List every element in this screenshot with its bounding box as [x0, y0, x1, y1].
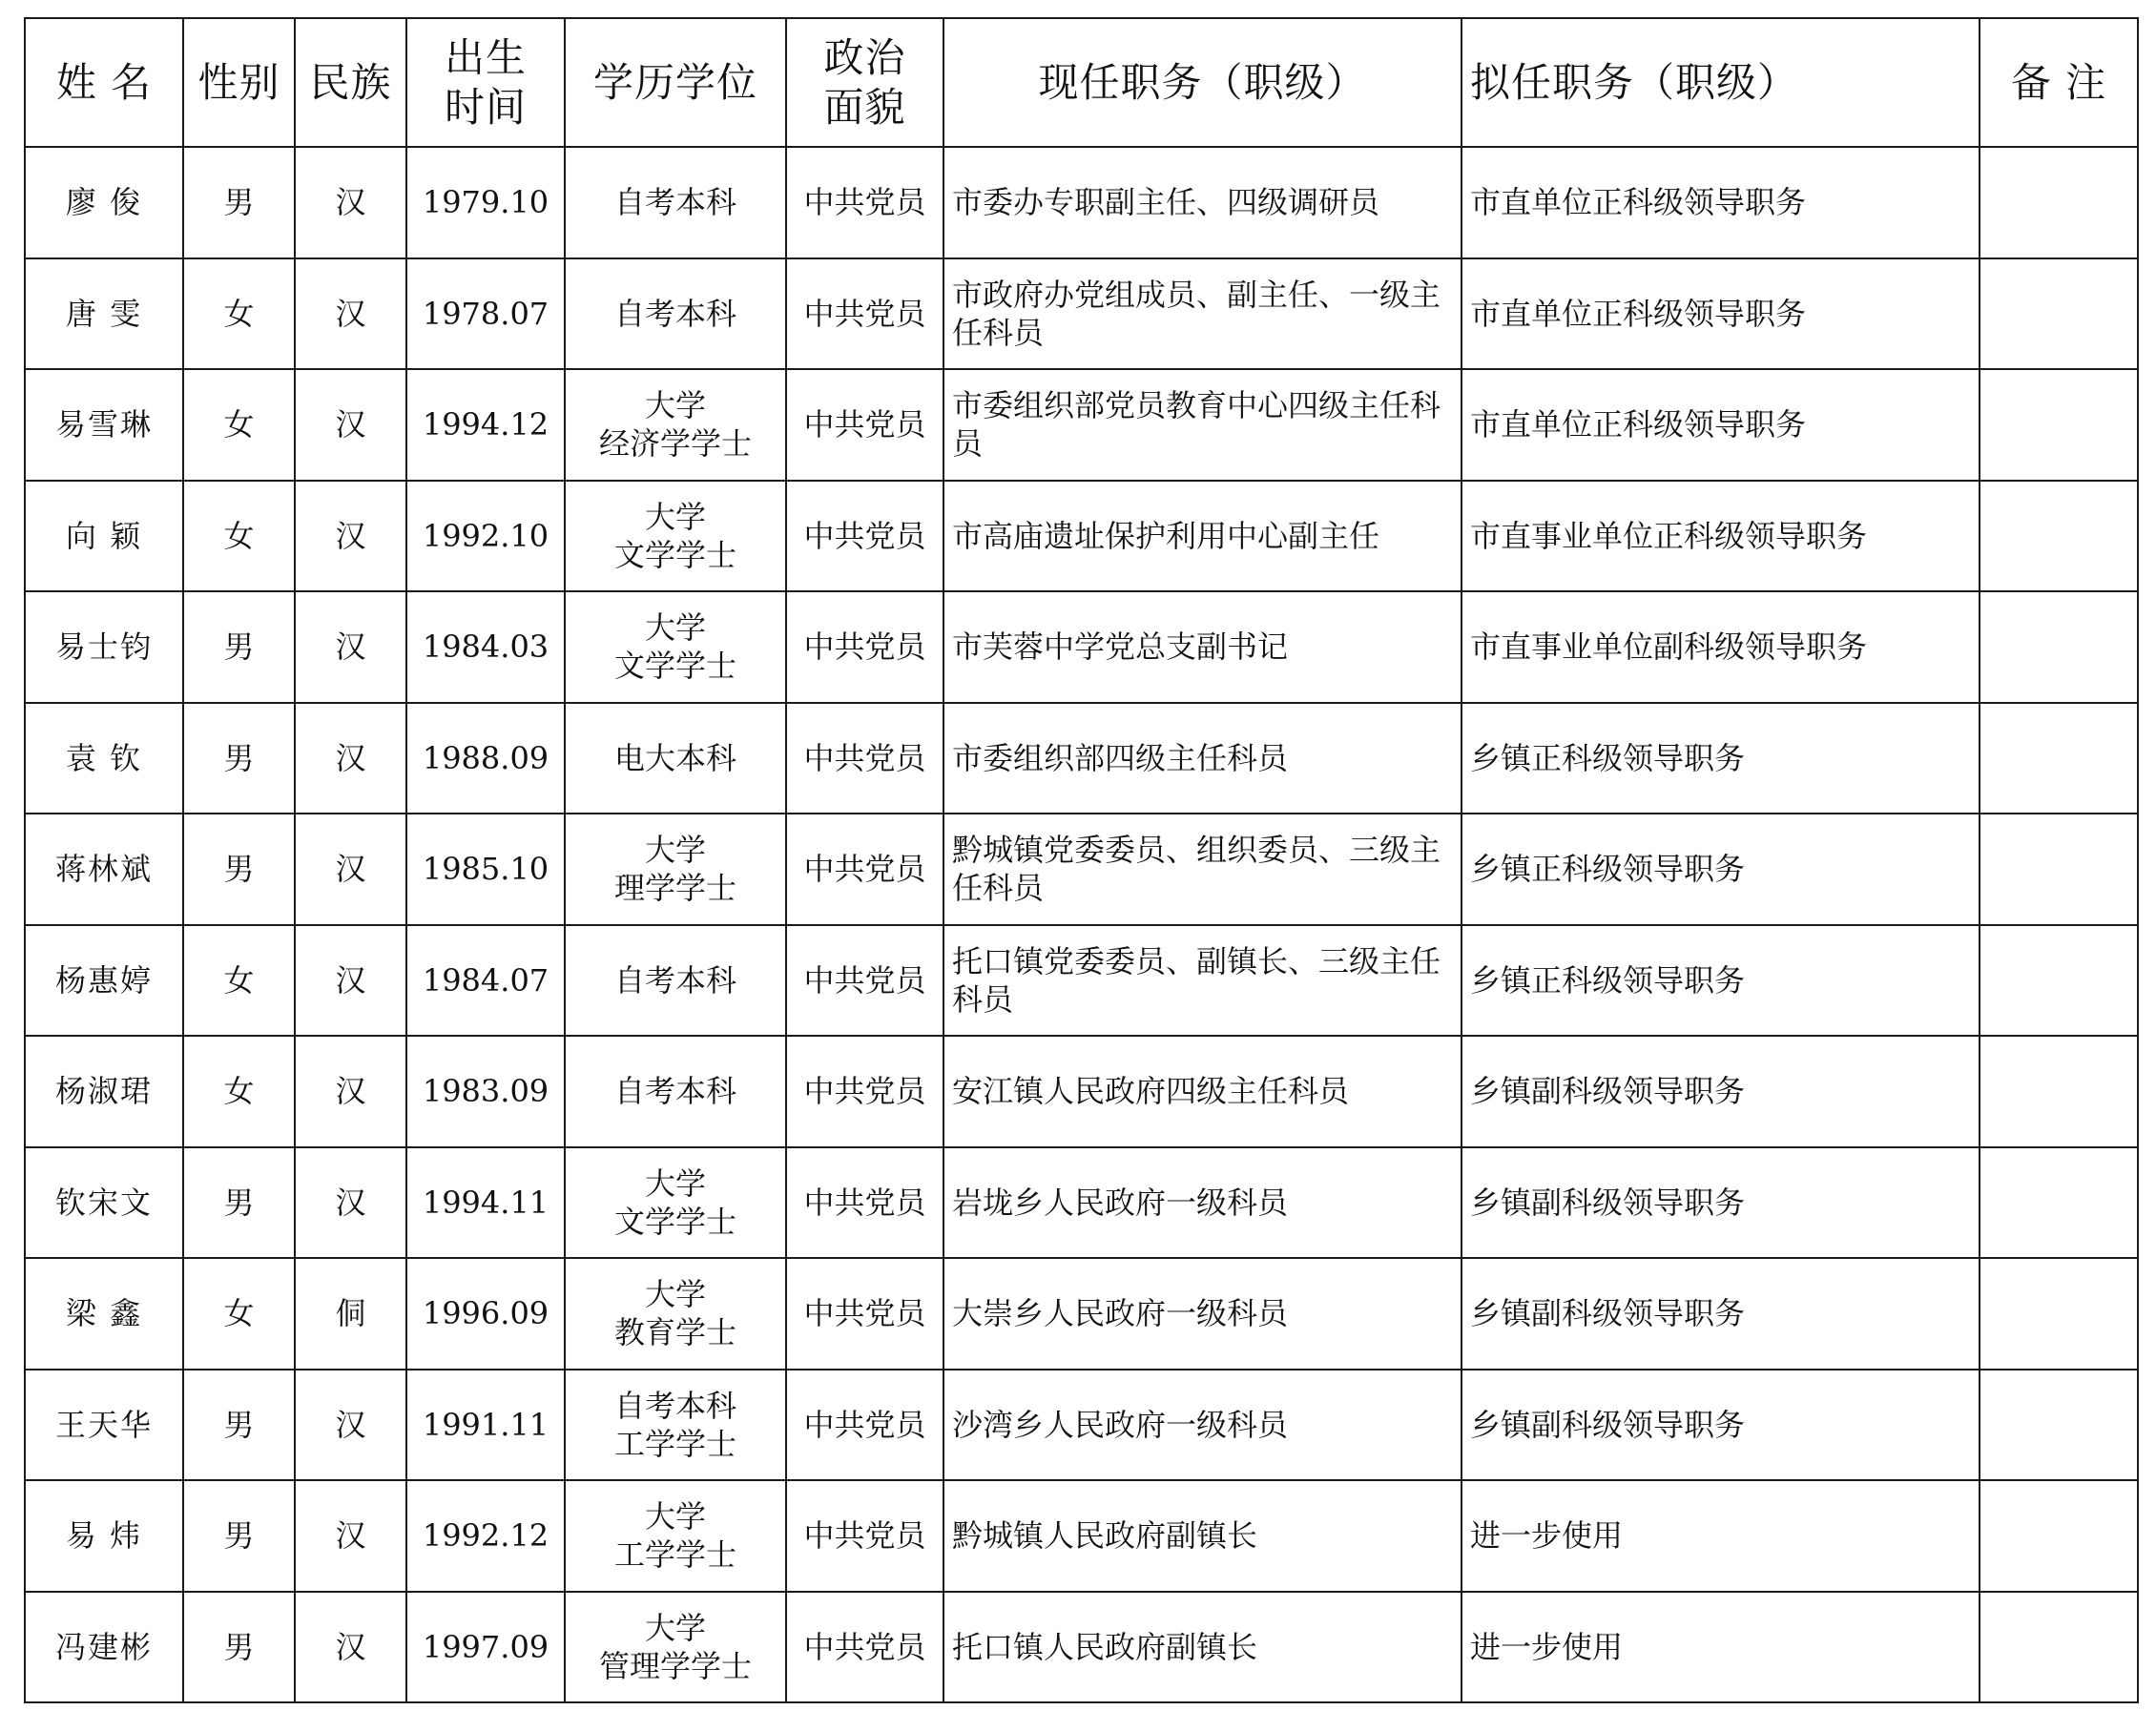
- cell-remarks: [1980, 1036, 2138, 1147]
- cell-ethnicity: 侗: [295, 1258, 406, 1370]
- header-current-position: 现任职务（职级）: [943, 18, 1462, 147]
- cell-birth: 1992.10: [406, 481, 565, 592]
- cell-ethnicity: 汉: [295, 1592, 406, 1703]
- cell-proposed-position: 进一步使用: [1462, 1592, 1980, 1703]
- cell-education-line2: 经济学学士: [598, 425, 752, 463]
- header-proposed-position: 拟任职务（职级）: [1462, 18, 1980, 147]
- cell-gender: 男: [183, 147, 295, 258]
- cell-birth: 1985.10: [406, 814, 565, 925]
- table-row: [25, 147, 2138, 258]
- cell-ethnicity: 汉: [295, 147, 406, 258]
- cell-gender: 男: [183, 1480, 295, 1592]
- header-education: 学历学位: [565, 18, 786, 147]
- cell-name: 廖 俊: [25, 147, 183, 258]
- cell-proposed-position: 乡镇副科级领导职务: [1462, 1258, 1980, 1370]
- cell-ethnicity: 汉: [295, 1036, 406, 1147]
- table-row: [25, 925, 2138, 1037]
- table-row: [25, 1480, 2138, 1592]
- cell-name: 梁 鑫: [25, 1258, 183, 1370]
- header-row: [25, 18, 2138, 147]
- cell-name: 袁 钦: [25, 703, 183, 814]
- cell-proposed-position: 乡镇正科级领导职务: [1462, 703, 1980, 814]
- cadre-roster-table: [24, 17, 2139, 1703]
- cell-name: 易雪琳: [25, 369, 183, 481]
- header-political: [786, 18, 943, 147]
- cell-ethnicity: 汉: [295, 591, 406, 703]
- cell-current-position: 市委组织部四级主任科员: [943, 703, 1462, 814]
- cell-current-position: 黔城镇党委委员、组织委员、三级主任科员: [943, 814, 1462, 925]
- cell-name: 向 颖: [25, 481, 183, 592]
- cell-name: 杨惠婷: [25, 925, 183, 1037]
- cell-proposed-position: 市直事业单位副科级领导职务: [1462, 591, 1980, 703]
- cell-education-line1: 大学: [644, 1276, 706, 1313]
- cell-gender: 女: [183, 1258, 295, 1370]
- cell-education-line1: 大学: [644, 832, 706, 869]
- cell-gender: 女: [183, 1036, 295, 1147]
- cell-gender: 女: [183, 258, 295, 370]
- header-birth-line1: 出生: [444, 33, 527, 81]
- cell-education: [565, 814, 786, 925]
- cell-proposed-position: 进一步使用: [1462, 1480, 1980, 1592]
- cell-gender: 男: [183, 1592, 295, 1703]
- cell-current-position: 市委办专职副主任、四级调研员: [943, 147, 1462, 258]
- cell-education-line2: 工学学士: [613, 1536, 736, 1574]
- cell-current-position: 托口镇人民政府副镇长: [943, 1592, 1462, 1703]
- cell-remarks: [1980, 147, 2138, 258]
- cell-current-position: 沙湾乡人民政府一级科员: [943, 1370, 1462, 1481]
- cell-current-position: 市芙蓉中学党总支副书记: [943, 591, 1462, 703]
- cell-education-line2: 文学学士: [613, 1203, 736, 1240]
- cell-remarks: [1980, 1480, 2138, 1592]
- cell-remarks: [1980, 591, 2138, 703]
- cell-ethnicity: 汉: [295, 1370, 406, 1481]
- cell-education-line2: 工学学士: [613, 1425, 736, 1462]
- cell-education: 自考本科: [565, 147, 786, 258]
- cell-ethnicity: 汉: [295, 369, 406, 481]
- cell-proposed-position: 市直单位正科级领导职务: [1462, 258, 1980, 370]
- cell-remarks: [1980, 1370, 2138, 1481]
- cell-remarks: [1980, 1258, 2138, 1370]
- cell-political: 中共党员: [786, 1147, 943, 1259]
- cell-birth: 1996.09: [406, 1258, 565, 1370]
- cell-education: [565, 1592, 786, 1703]
- cell-gender: 男: [183, 1370, 295, 1481]
- cell-proposed-position: 乡镇正科级领导职务: [1462, 925, 1980, 1037]
- cell-remarks: [1980, 814, 2138, 925]
- cell-ethnicity: 汉: [295, 703, 406, 814]
- cell-remarks: [1980, 925, 2138, 1037]
- cell-political: 中共党员: [786, 1036, 943, 1147]
- cell-education: 自考本科: [565, 258, 786, 370]
- cell-political: 中共党员: [786, 1370, 943, 1481]
- cell-proposed-position: 乡镇副科级领导职务: [1462, 1147, 1980, 1259]
- table-row: [25, 591, 2138, 703]
- cell-education-line1: 大学: [644, 609, 706, 647]
- cell-political: 中共党员: [786, 703, 943, 814]
- header-name: 姓 名: [25, 18, 183, 147]
- cell-current-position: 大崇乡人民政府一级科员: [943, 1258, 1462, 1370]
- cell-current-position: 市高庙遗址保护利用中心副主任: [943, 481, 1462, 592]
- cell-gender: 男: [183, 703, 295, 814]
- cell-education: [565, 481, 786, 592]
- cell-current-position: 黔城镇人民政府副镇长: [943, 1480, 1462, 1592]
- cell-birth: 1988.09: [406, 703, 565, 814]
- table-row: [25, 369, 2138, 481]
- table-row: [25, 1258, 2138, 1370]
- cell-proposed-position: 市直单位正科级领导职务: [1462, 369, 1980, 481]
- cell-education-line2: 管理学学士: [598, 1647, 752, 1684]
- cell-name: 钦宋文: [25, 1147, 183, 1259]
- cell-education: [565, 1147, 786, 1259]
- cell-proposed-position: 乡镇副科级领导职务: [1462, 1036, 1980, 1147]
- header-gender: 性别: [183, 18, 295, 147]
- cell-birth: 1984.07: [406, 925, 565, 1037]
- cell-name: 蒋林斌: [25, 814, 183, 925]
- cell-education: [565, 591, 786, 703]
- cell-current-position: 安江镇人民政府四级主任科员: [943, 1036, 1462, 1147]
- cell-remarks: [1980, 1592, 2138, 1703]
- cell-political: 中共党员: [786, 369, 943, 481]
- header-political-line1: 政治: [823, 33, 906, 81]
- cell-political: 中共党员: [786, 258, 943, 370]
- cell-name: 冯建彬: [25, 1592, 183, 1703]
- cell-ethnicity: 汉: [295, 925, 406, 1037]
- cell-proposed-position: 乡镇副科级领导职务: [1462, 1370, 1980, 1481]
- cell-education-line2: 教育学士: [613, 1314, 736, 1351]
- header-remarks: 备 注: [1980, 18, 2138, 147]
- header-birth-line2: 时间: [444, 83, 527, 131]
- cell-ethnicity: 汉: [295, 814, 406, 925]
- cell-education: 电大本科: [565, 703, 786, 814]
- cell-education-line1: 大学: [644, 498, 706, 535]
- cell-political: 中共党员: [786, 1258, 943, 1370]
- cell-birth: 1992.12: [406, 1480, 565, 1592]
- table-row: [25, 1592, 2138, 1703]
- cell-birth: 1979.10: [406, 147, 565, 258]
- cell-birth: 1984.03: [406, 591, 565, 703]
- table-row: [25, 1370, 2138, 1481]
- cell-remarks: [1980, 258, 2138, 370]
- cell-education: 自考本科: [565, 1036, 786, 1147]
- cell-current-position: 市政府办党组成员、副主任、一级主任科员: [943, 258, 1462, 370]
- cell-name: 易 炜: [25, 1480, 183, 1592]
- cell-education-line1: 自考本科: [613, 1387, 736, 1424]
- table-row: [25, 703, 2138, 814]
- cell-ethnicity: 汉: [295, 258, 406, 370]
- cell-political: 中共党员: [786, 481, 943, 592]
- cell-education-line2: 理学学士: [613, 870, 736, 907]
- table-row: [25, 1147, 2138, 1259]
- table-row: [25, 258, 2138, 370]
- cell-education-line1: 大学: [644, 1498, 706, 1535]
- table-header: [25, 18, 2138, 147]
- table-body: [25, 147, 2138, 1702]
- cell-birth: 1991.11: [406, 1370, 565, 1481]
- cell-gender: 男: [183, 814, 295, 925]
- cell-current-position: 托口镇党委委员、副镇长、三级主任科员: [943, 925, 1462, 1037]
- cell-political: 中共党员: [786, 1592, 943, 1703]
- cell-remarks: [1980, 1147, 2138, 1259]
- cell-gender: 男: [183, 1147, 295, 1259]
- cell-education: [565, 369, 786, 481]
- cell-political: 中共党员: [786, 814, 943, 925]
- cell-political: 中共党员: [786, 1480, 943, 1592]
- cell-proposed-position: 市直事业单位正科级领导职务: [1462, 481, 1980, 592]
- cell-education-line1: 大学: [644, 1164, 706, 1202]
- cell-remarks: [1980, 481, 2138, 592]
- cell-education-line1: 大学: [644, 1609, 706, 1646]
- table-row: [25, 1036, 2138, 1147]
- header-birth: [406, 18, 565, 147]
- header-political-line2: 面貌: [823, 83, 906, 131]
- cell-name: 唐 雯: [25, 258, 183, 370]
- cell-proposed-position: 市直单位正科级领导职务: [1462, 147, 1980, 258]
- cell-birth: 1983.09: [406, 1036, 565, 1147]
- cell-education: [565, 1480, 786, 1592]
- cell-political: 中共党员: [786, 147, 943, 258]
- cell-name: 易士钧: [25, 591, 183, 703]
- cell-birth: 1994.12: [406, 369, 565, 481]
- cell-birth: 1994.11: [406, 1147, 565, 1259]
- cell-ethnicity: 汉: [295, 1147, 406, 1259]
- cell-current-position: 市委组织部党员教育中心四级主任科员: [943, 369, 1462, 481]
- cell-education-line2: 文学学士: [613, 536, 736, 573]
- cell-education-line2: 文学学士: [613, 648, 736, 685]
- cell-birth: 1978.07: [406, 258, 565, 370]
- cell-ethnicity: 汉: [295, 1480, 406, 1592]
- cell-education: [565, 1258, 786, 1370]
- cell-education: [565, 1370, 786, 1481]
- cell-remarks: [1980, 703, 2138, 814]
- cell-political: 中共党员: [786, 591, 943, 703]
- cell-proposed-position: 乡镇正科级领导职务: [1462, 814, 1980, 925]
- cell-gender: 女: [183, 481, 295, 592]
- cell-gender: 女: [183, 925, 295, 1037]
- cell-birth: 1997.09: [406, 1592, 565, 1703]
- cell-name: 王天华: [25, 1370, 183, 1481]
- cell-ethnicity: 汉: [295, 481, 406, 592]
- cell-gender: 女: [183, 369, 295, 481]
- cell-education: 自考本科: [565, 925, 786, 1037]
- table-row: [25, 814, 2138, 925]
- cell-remarks: [1980, 369, 2138, 481]
- table-row: [25, 481, 2138, 592]
- header-ethnicity: 民族: [295, 18, 406, 147]
- cell-education-line1: 大学: [644, 387, 706, 424]
- cell-political: 中共党员: [786, 925, 943, 1037]
- cell-name: 杨淑珺: [25, 1036, 183, 1147]
- cell-gender: 男: [183, 591, 295, 703]
- cell-current-position: 岩垅乡人民政府一级科员: [943, 1147, 1462, 1259]
